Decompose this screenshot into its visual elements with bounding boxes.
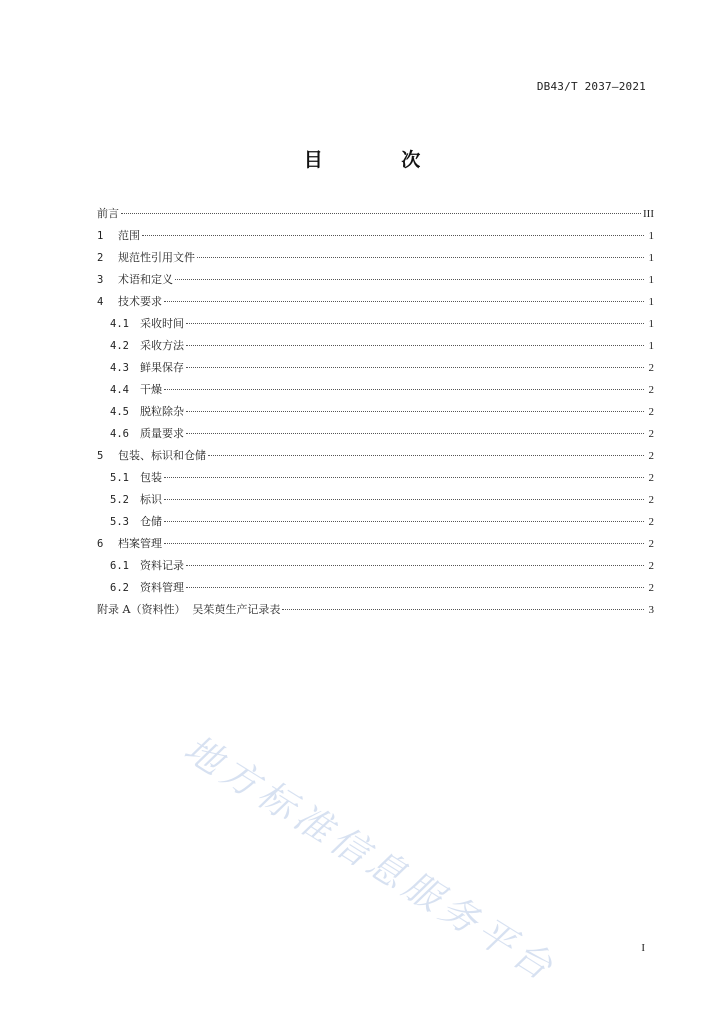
toc-entry-text: 资料管理 [140, 581, 184, 594]
toc-entry-label [110, 577, 184, 599]
toc-entry-labeling[interactable] [97, 489, 654, 511]
toc-entry-number: 4.6 [110, 428, 129, 440]
toc-entry-label [97, 225, 140, 247]
watermark-text: 地方标准信息服务平台 [176, 726, 565, 992]
toc-entry-text: 标识 [140, 493, 162, 506]
toc-entry-terms[interactable] [97, 269, 654, 291]
toc-entry-page: 2 [648, 516, 654, 528]
toc-entry-harvest-time[interactable] [97, 313, 654, 335]
toc-entry-number: 6.1 [110, 560, 129, 572]
toc-entry-label [110, 555, 184, 577]
toc-entry-label [110, 489, 162, 511]
toc-entry-packaging[interactable] [97, 467, 654, 489]
toc-entry-number: 5 [97, 450, 104, 462]
toc-entry-label [110, 379, 162, 401]
toc-entry-label [97, 445, 206, 467]
toc-leader-dots [164, 543, 644, 544]
toc-leader-dots [175, 279, 644, 280]
toc-entry-text: 范围 [118, 229, 140, 242]
toc-entry-number: 5.3 [110, 516, 129, 528]
toc-entry-label [110, 335, 184, 357]
toc-entry-page: 2 [648, 560, 654, 572]
toc-leader-dots [121, 213, 641, 214]
document-code: DB43/T 2037—2021 [536, 80, 646, 93]
toc-entry-number: 5.1 [110, 472, 129, 484]
toc-entry-text: 术语和定义 [118, 273, 173, 286]
toc-entry-text: 鲜果保存 [140, 361, 184, 374]
toc-entry-label [110, 467, 162, 489]
toc-entry-label [97, 599, 280, 621]
toc-entry-normative-references[interactable] [97, 247, 654, 269]
toc-entry-label [97, 247, 195, 269]
toc-entry-text: 规范性引用文件 [118, 251, 195, 264]
toc-entry-page: 2 [648, 472, 654, 484]
toc-leader-dots [208, 455, 644, 456]
toc-entry-number: 4.3 [110, 362, 129, 374]
toc-entry-text: 前言 [97, 207, 119, 220]
toc-leader-dots [186, 411, 644, 412]
toc-leader-dots [186, 323, 644, 324]
toc-entry-text: 档案管理 [118, 537, 162, 550]
toc-leader-dots [197, 257, 644, 258]
toc-entry-page: III [643, 208, 654, 220]
toc-entry-data-management[interactable] [97, 577, 654, 599]
toc-entry-foreword[interactable] [97, 203, 654, 225]
toc-entry-harvest-method[interactable] [97, 335, 654, 357]
toc-entry-text: 采收时间 [140, 317, 184, 330]
toc-leader-dots [186, 587, 644, 588]
toc-entry-page: 2 [648, 406, 654, 418]
toc-entry-label [110, 401, 184, 423]
toc-entry-label [110, 511, 162, 533]
toc-leader-dots [142, 235, 644, 236]
toc-entry-number: 4.5 [110, 406, 129, 418]
toc-entry-fresh-fruit-storage[interactable] [97, 357, 654, 379]
toc-entry-number: 4.1 [110, 318, 129, 330]
toc-entry-text: 脱粒除杂 [140, 405, 184, 418]
toc-entry-page: 1 [648, 274, 654, 286]
toc-entry-page: 3 [648, 604, 654, 616]
toc-entry-page: 1 [648, 252, 654, 264]
toc-entry-appendix-a[interactable] [97, 599, 654, 621]
toc-entry-text: 采收方法 [140, 339, 184, 352]
toc-entry-label [97, 533, 162, 555]
toc-entry-page: 2 [648, 538, 654, 550]
toc-entry-number: 2 [97, 252, 104, 264]
toc-entry-text: 仓储 [140, 515, 162, 528]
toc-entry-page: 2 [648, 494, 654, 506]
toc-entry-number: 5.2 [110, 494, 129, 506]
toc-entry-page: 2 [648, 450, 654, 462]
toc-entry-number: 4.2 [110, 340, 129, 352]
toc-entry-text: 干燥 [140, 383, 162, 396]
table-of-contents [97, 203, 654, 621]
toc-leader-dots [164, 499, 644, 500]
toc-entry-label [110, 423, 184, 445]
toc-entry-page: 1 [648, 340, 654, 352]
toc-entry-page: 1 [648, 296, 654, 308]
toc-entry-threshing[interactable] [97, 401, 654, 423]
toc-entry-storage[interactable] [97, 511, 654, 533]
toc-entry-page: 1 [648, 318, 654, 330]
toc-leader-dots [282, 609, 644, 610]
toc-entry-text: 包装 [140, 471, 162, 484]
toc-entry-text: 质量要求 [140, 427, 184, 440]
toc-entry-scope[interactable] [97, 225, 654, 247]
toc-entry-page: 2 [648, 428, 654, 440]
toc-entry-text: 包装、标识和仓储 [118, 449, 206, 462]
toc-entry-page: 2 [648, 362, 654, 374]
toc-entry-number: 3 [97, 274, 104, 286]
toc-entry-records-management[interactable] [97, 533, 654, 555]
toc-entry-page: 2 [648, 384, 654, 396]
toc-entry-number: 4 [97, 296, 104, 308]
toc-leader-dots [164, 389, 644, 390]
page-title: 目 次 [303, 149, 457, 171]
toc-leader-dots [164, 521, 644, 522]
toc-entry-data-recording[interactable] [97, 555, 654, 577]
toc-leader-dots [186, 565, 644, 566]
toc-leader-dots [186, 433, 644, 434]
toc-entry-label [97, 203, 119, 225]
toc-entry-drying[interactable] [97, 379, 654, 401]
toc-entry-page: 1 [648, 230, 654, 242]
toc-entry-label [97, 269, 173, 291]
toc-entry-label [110, 357, 184, 379]
toc-entry-text: 资料记录 [140, 559, 184, 572]
toc-leader-dots [164, 477, 644, 478]
toc-entry-number: 6.2 [110, 582, 129, 594]
toc-entry-number: 6 [97, 538, 104, 550]
toc-entry-number: 4.4 [110, 384, 129, 396]
toc-leader-dots [186, 367, 644, 368]
page-number: I [641, 942, 645, 954]
toc-entry-label [110, 313, 184, 335]
toc-entry-text: 附录 A（资料性） 吴茱萸生产记录表 [97, 603, 281, 616]
toc-entry-technical-requirements[interactable] [97, 291, 654, 313]
toc-entry-quality[interactable] [97, 423, 654, 445]
toc-entry-text: 技术要求 [118, 295, 162, 308]
toc-entry-page: 2 [648, 582, 654, 594]
toc-entry-packaging-labeling-storage[interactable] [97, 445, 654, 467]
toc-entry-number: 1 [97, 230, 104, 242]
toc-leader-dots [164, 301, 644, 302]
toc-leader-dots [186, 345, 644, 346]
toc-entry-label [97, 291, 162, 313]
